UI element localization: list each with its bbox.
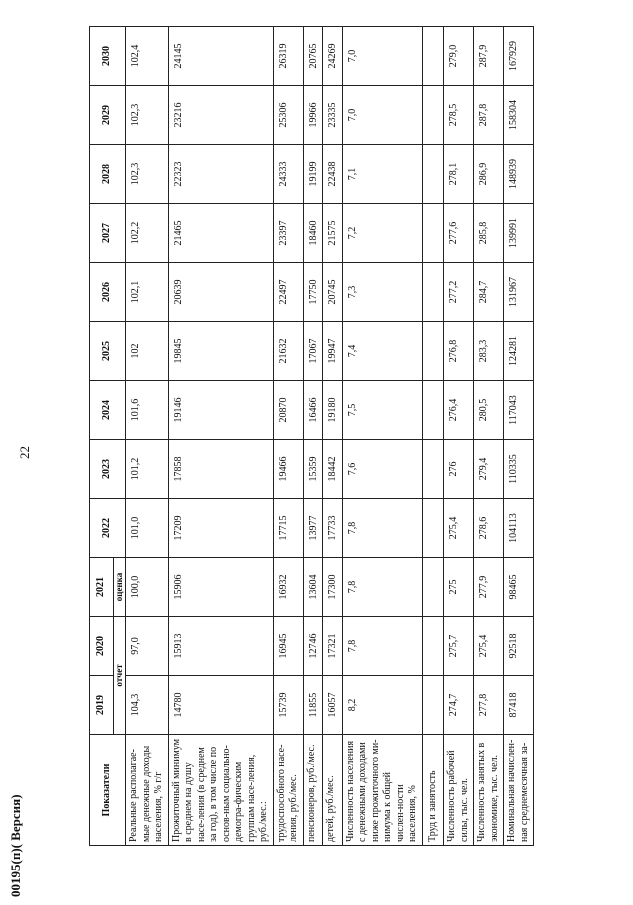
table-cell: 102,1 (126, 263, 169, 322)
table-cell: 279,4 (474, 440, 504, 499)
table-cell: 158304 (504, 86, 534, 145)
table-cell: 7,4 (342, 322, 422, 381)
table-cell: 25306 (273, 86, 303, 145)
table-cell: 17209 (168, 499, 273, 558)
status-estimate: оценка (114, 558, 126, 617)
table-cell: 284,7 (474, 263, 504, 322)
row-label: Численность рабочей силы, тыс. чел. (444, 735, 474, 846)
table-cell: 11855 (303, 676, 323, 735)
table-cell: 19947 (323, 322, 343, 381)
table-row (168, 27, 273, 846)
table-cell: 104113 (504, 499, 534, 558)
table-cell: 278,6 (474, 499, 504, 558)
table-row (273, 27, 303, 846)
table-cell: 104,3 (126, 676, 169, 735)
table-cell: 22323 (168, 145, 273, 204)
table-cell: 22497 (273, 263, 303, 322)
table-cell-empty (422, 499, 444, 558)
section-heading: Труд и занятость (422, 735, 444, 846)
table-row (342, 27, 422, 846)
table-cell: 148939 (504, 145, 534, 204)
header-year: 2025 (90, 322, 126, 381)
table-cell: 19466 (273, 440, 303, 499)
table-row (504, 27, 534, 846)
table-cell: 279,0 (444, 27, 474, 86)
table-cell: 20765 (303, 27, 323, 86)
table-cell: 17858 (168, 440, 273, 499)
table-cell: 124281 (504, 322, 534, 381)
table-cell: 102 (126, 322, 169, 381)
table-cell: 19180 (323, 381, 343, 440)
table-cell: 283,3 (474, 322, 504, 381)
table-cell: 7,5 (342, 381, 422, 440)
page-number: 22 (17, 446, 32, 459)
table-cell: 278,5 (444, 86, 474, 145)
table-row (474, 27, 504, 846)
table-cell: 110335 (504, 440, 534, 499)
table-cell: 23397 (273, 204, 303, 263)
table-cell: 276,4 (444, 381, 474, 440)
indicators-table (89, 26, 534, 846)
document-code: 00195(п)( Версия) (8, 794, 23, 897)
table-cell: 98465 (504, 558, 534, 617)
table-cell: 24145 (168, 27, 273, 86)
table-cell: 7,1 (342, 145, 422, 204)
table-cell: 101,6 (126, 381, 169, 440)
table-cell: 14780 (168, 676, 273, 735)
header-year: 2026 (90, 263, 126, 322)
table-cell: 276,8 (444, 322, 474, 381)
row-label: Численность населения с денежными доходами ниже прожиточного ми-нимума к общей числен-ности населения, % (342, 735, 422, 846)
table-cell: 102,4 (126, 27, 169, 86)
table-cell: 24269 (323, 27, 343, 86)
table-cell: 277,8 (474, 676, 504, 735)
table-cell: 23335 (323, 86, 343, 145)
table-cell: 21465 (168, 204, 273, 263)
row-label: детей, руб./мес. (323, 735, 343, 846)
table-cell: 20745 (323, 263, 343, 322)
table-cell-empty (422, 676, 444, 735)
header-year: 2022 (90, 499, 126, 558)
table-cell: 7,8 (342, 617, 422, 676)
table-row (126, 27, 169, 846)
table-cell: 277,2 (444, 263, 474, 322)
table-cell: 16945 (273, 617, 303, 676)
table-cell: 16466 (303, 381, 323, 440)
table-cell: 274,7 (444, 676, 474, 735)
table-cell: 16057 (323, 676, 343, 735)
table-cell: 92518 (504, 617, 534, 676)
table-header-row (90, 27, 114, 846)
table-cell-empty (422, 263, 444, 322)
table-cell: 275 (444, 558, 474, 617)
header-year: 2020 (90, 617, 114, 676)
table-cell: 16932 (273, 558, 303, 617)
table-row (444, 27, 474, 846)
table-cell: 13604 (303, 558, 323, 617)
table-cell-empty (422, 145, 444, 204)
row-label: Номинальная начислен-ная среднемесячная за- (504, 735, 534, 846)
table-cell: 7,0 (342, 27, 422, 86)
table-cell: 287,9 (474, 27, 504, 86)
table-cell: 278,1 (444, 145, 474, 204)
table-cell: 7,2 (342, 204, 422, 263)
table-cell: 102,2 (126, 204, 169, 263)
table-cell-empty (422, 86, 444, 145)
table-cell: 280,5 (474, 381, 504, 440)
table-cell: 17733 (323, 499, 343, 558)
table-cell: 139991 (504, 204, 534, 263)
table-cell: 7,0 (342, 86, 422, 145)
table-cell: 18460 (303, 204, 323, 263)
table-cell: 15739 (273, 676, 303, 735)
table-cell: 17715 (273, 499, 303, 558)
table-cell-empty (422, 27, 444, 86)
table-cell: 87418 (504, 676, 534, 735)
table-cell: 7,8 (342, 499, 422, 558)
header-indicators: Показатели (90, 735, 126, 846)
table-cell: 117043 (504, 381, 534, 440)
table-cell: 17300 (323, 558, 343, 617)
table-cell: 20639 (168, 263, 273, 322)
table-cell: 286,9 (474, 145, 504, 204)
table-cell: 23216 (168, 86, 273, 145)
table-cell: 101,0 (126, 499, 169, 558)
table-cell: 287,8 (474, 86, 504, 145)
table-cell: 275,4 (444, 499, 474, 558)
table-cell: 101,2 (126, 440, 169, 499)
header-year: 2027 (90, 204, 126, 263)
header-year: 2028 (90, 145, 126, 204)
table-cell: 102,3 (126, 86, 169, 145)
table-cell: 131967 (504, 263, 534, 322)
table-cell-empty (422, 322, 444, 381)
table-cell: 97,0 (126, 617, 169, 676)
table-cell: 19845 (168, 322, 273, 381)
table-cell: 275,4 (474, 617, 504, 676)
status-report: отчет (114, 617, 126, 735)
header-year: 2024 (90, 381, 126, 440)
table-cell: 24333 (273, 145, 303, 204)
table-cell-empty (422, 440, 444, 499)
table-cell: 7,8 (342, 558, 422, 617)
table-cell: 26319 (273, 27, 303, 86)
table-cell: 8,2 (342, 676, 422, 735)
table-body (126, 27, 534, 846)
row-label: Прожиточный минимум в среднем на душу насе-ления (в среднем за год), в том числе по основ-ным социально-демогра-фическим группам насе-ления, руб./мес.: (168, 735, 273, 846)
row-label: трудоспособного насе-ления, руб./мес. (273, 735, 303, 846)
table-cell: 102,3 (126, 145, 169, 204)
table-cell: 167929 (504, 27, 534, 86)
table-cell: 17321 (323, 617, 343, 676)
table-cell: 277,9 (474, 558, 504, 617)
row-label: Численность занятых в экономике, тыс. чел. (474, 735, 504, 846)
header-year: 2023 (90, 440, 126, 499)
header-year: 2030 (90, 27, 126, 86)
table-cell: 21575 (323, 204, 343, 263)
table-cell-empty (422, 558, 444, 617)
row-label: пенсионеров, руб./мес. (303, 735, 323, 846)
table-cell: 15906 (168, 558, 273, 617)
table-cell: 19966 (303, 86, 323, 145)
table-row (323, 27, 343, 846)
row-label: Реальные располагае-мые денежные доходы населения, % г/г (126, 735, 169, 846)
table-cell: 100,0 (126, 558, 169, 617)
table-cell: 7,3 (342, 263, 422, 322)
table-cell-empty (422, 617, 444, 676)
table-cell-empty (422, 204, 444, 263)
table-cell: 7,6 (342, 440, 422, 499)
table-cell: 19146 (168, 381, 273, 440)
header-year: 2019 (90, 676, 114, 735)
table-cell: 22438 (323, 145, 343, 204)
table-cell: 15359 (303, 440, 323, 499)
table-row (303, 27, 323, 846)
table-cell: 17067 (303, 322, 323, 381)
header-year: 2029 (90, 86, 126, 145)
table-cell: 12746 (303, 617, 323, 676)
table-cell: 276 (444, 440, 474, 499)
header-year: 2021 (90, 558, 114, 617)
table-cell: 19199 (303, 145, 323, 204)
table-cell: 275,7 (444, 617, 474, 676)
section-row (422, 27, 444, 846)
table-cell: 21632 (273, 322, 303, 381)
table-cell: 20870 (273, 381, 303, 440)
table-cell: 17750 (303, 263, 323, 322)
table-cell: 277,6 (444, 204, 474, 263)
table-cell: 13977 (303, 499, 323, 558)
table-cell: 285,8 (474, 204, 504, 263)
table-cell-empty (422, 381, 444, 440)
table-cell: 15913 (168, 617, 273, 676)
table-cell: 18442 (323, 440, 343, 499)
